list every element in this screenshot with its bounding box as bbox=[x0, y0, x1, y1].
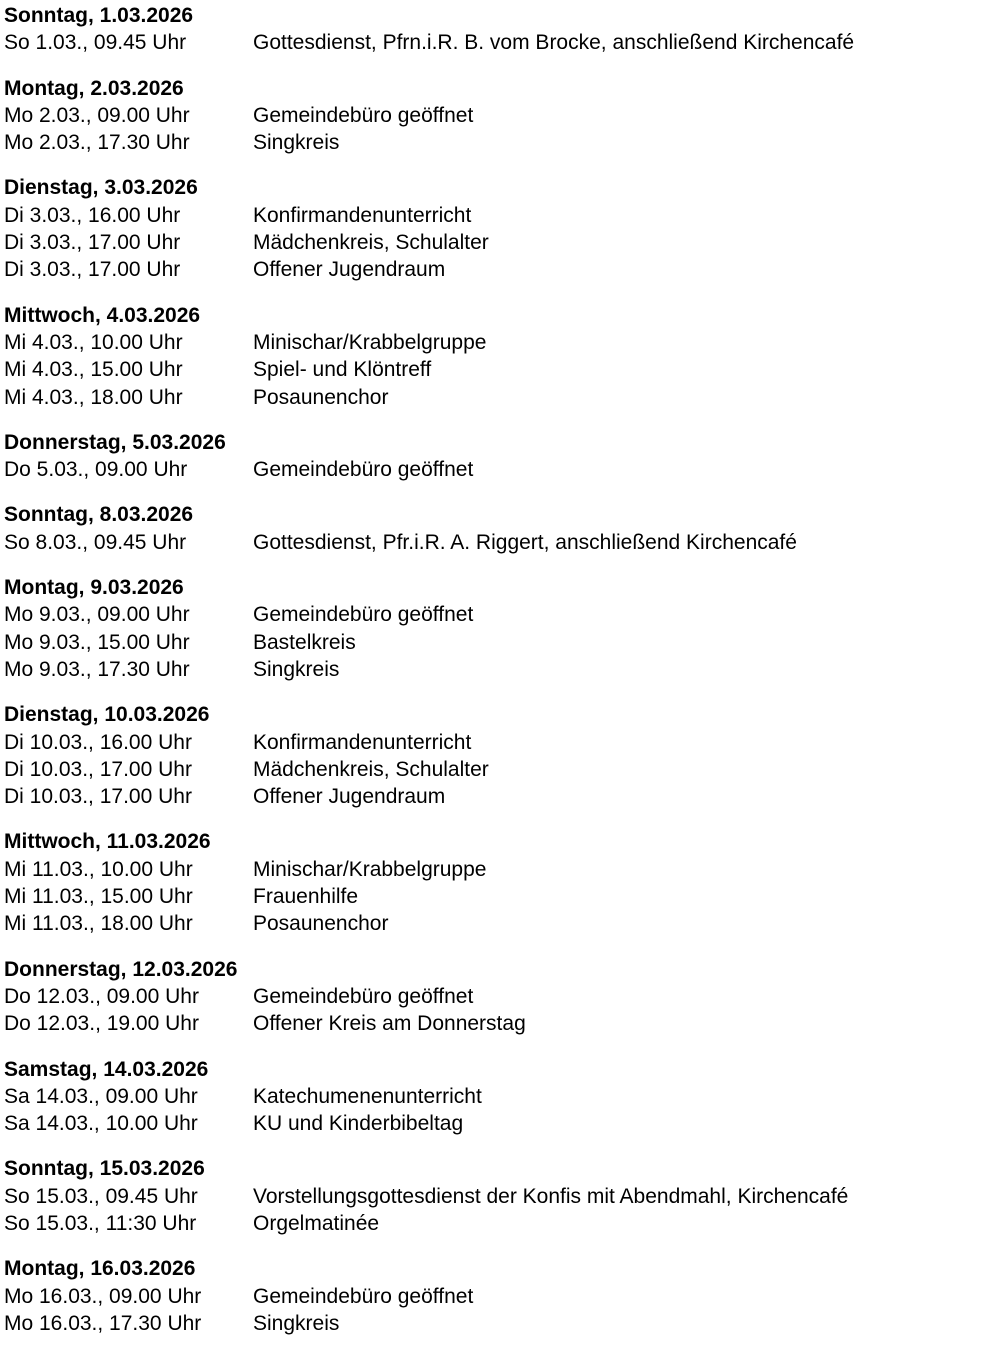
event-description: Posaunenchor bbox=[253, 385, 389, 409]
day-section-montag-2 bbox=[4, 75, 1000, 157]
event-description: Gottesdienst, Pfrn.i.R. B. vom Brocke, anschließend Kirchencafé bbox=[253, 31, 855, 55]
event-datetime: Di 3.03., 17.00 Uhr bbox=[4, 231, 181, 255]
event-description: Spiel- und Klöntreff bbox=[253, 358, 432, 382]
event-datetime: Do 5.03., 09.00 Uhr bbox=[4, 458, 188, 482]
day-section-donnerstag-12 bbox=[4, 956, 1000, 1038]
event-description: Vorstellungsgottesdienst der Konfis mit Abendmahl, Kirchencafé bbox=[253, 1184, 849, 1208]
event-datetime: Di 10.03., 17.00 Uhr bbox=[4, 785, 192, 809]
event-row bbox=[4, 983, 1000, 1010]
event-description: Posaunenchor bbox=[253, 912, 389, 936]
event-description: Minischar/Krabbelgruppe bbox=[253, 857, 487, 881]
event-row bbox=[4, 29, 1000, 56]
day-heading: Sonntag, 8.03.2026 bbox=[4, 503, 194, 527]
event-row bbox=[4, 1283, 1000, 1310]
day-section-mittwoch-11 bbox=[4, 828, 1000, 937]
day-section-montag-9 bbox=[4, 574, 1000, 683]
event-datetime: Sa 14.03., 10.00 Uhr bbox=[4, 1112, 198, 1136]
day-section-sonntag-15 bbox=[4, 1155, 1000, 1237]
event-datetime: Mi 4.03., 10.00 Uhr bbox=[4, 330, 183, 354]
event-row bbox=[4, 456, 1000, 483]
event-description: Mädchenkreis, Schulalter bbox=[253, 231, 489, 255]
event-description: Offener Kreis am Donnerstag bbox=[253, 1012, 526, 1036]
day-section-dienstag-10 bbox=[4, 701, 1000, 810]
event-row bbox=[4, 1110, 1000, 1137]
event-datetime: Mo 2.03., 17.30 Uhr bbox=[4, 131, 190, 155]
day-heading: Donnerstag, 5.03.2026 bbox=[4, 430, 226, 454]
event-datetime: Mi 11.03., 10.00 Uhr bbox=[4, 857, 193, 881]
event-datetime: Sa 14.03., 09.00 Uhr bbox=[4, 1084, 198, 1108]
day-section-montag-16 bbox=[4, 1255, 1000, 1337]
event-row bbox=[4, 229, 1000, 256]
event-description: Gottesdienst, Pfr.i.R. A. Riggert, anschließend Kirchencafé bbox=[253, 530, 797, 554]
event-description: Konfirmandenunterricht bbox=[253, 203, 472, 227]
day-section-sonntag-1 bbox=[4, 2, 1000, 57]
event-row bbox=[4, 329, 1000, 356]
day-heading: Montag, 2.03.2026 bbox=[4, 76, 184, 100]
event-description: Konfirmandenunterricht bbox=[253, 730, 472, 754]
day-heading: Samstag, 14.03.2026 bbox=[4, 1057, 209, 1081]
event-row bbox=[4, 384, 1000, 411]
event-description: Offener Jugendraum bbox=[253, 785, 446, 809]
event-datetime: Mi 11.03., 18.00 Uhr bbox=[4, 912, 193, 936]
event-datetime: Do 12.03., 19.00 Uhr bbox=[4, 1012, 199, 1036]
event-row bbox=[4, 656, 1000, 683]
day-heading: Dienstag, 10.03.2026 bbox=[4, 703, 210, 727]
event-description: Orgelmatinée bbox=[253, 1211, 380, 1235]
event-row bbox=[4, 729, 1000, 756]
day-heading: Mittwoch, 11.03.2026 bbox=[4, 830, 211, 854]
event-row bbox=[4, 756, 1000, 783]
day-heading: Sonntag, 1.03.2026 bbox=[4, 4, 194, 27]
event-row bbox=[4, 356, 1000, 383]
event-row bbox=[4, 883, 1000, 910]
event-description: Gemeindebüro geöffnet bbox=[253, 603, 474, 627]
day-section-samstag-14 bbox=[4, 1056, 1000, 1138]
event-row bbox=[4, 629, 1000, 656]
event-datetime: Di 3.03., 16.00 Uhr bbox=[4, 203, 181, 227]
event-datetime: So 15.03., 11:30 Uhr bbox=[4, 1211, 197, 1235]
event-description: Gemeindebüro geöffnet bbox=[253, 103, 474, 127]
day-heading: Mittwoch, 4.03.2026 bbox=[4, 303, 201, 327]
event-row bbox=[4, 783, 1000, 810]
day-heading: Sonntag, 15.03.2026 bbox=[4, 1157, 205, 1181]
event-datetime: Mo 2.03., 09.00 Uhr bbox=[4, 103, 190, 127]
event-datetime: Mo 9.03., 09.00 Uhr bbox=[4, 603, 190, 627]
day-heading: Dienstag, 3.03.2026 bbox=[4, 176, 198, 200]
event-row bbox=[4, 529, 1000, 556]
event-description: Minischar/Krabbelgruppe bbox=[253, 330, 487, 354]
event-datetime: Mo 9.03., 17.30 Uhr bbox=[4, 657, 190, 681]
event-datetime: Mi 4.03., 15.00 Uhr bbox=[4, 358, 183, 382]
event-description: Katechumenenunterricht bbox=[253, 1084, 482, 1108]
event-datetime: Di 10.03., 16.00 Uhr bbox=[4, 730, 192, 754]
event-description: Bastelkreis bbox=[253, 630, 356, 654]
event-datetime: So 15.03., 09.45 Uhr bbox=[4, 1184, 198, 1208]
event-row bbox=[4, 1083, 1000, 1110]
event-description: Mädchenkreis, Schulalter bbox=[253, 757, 489, 781]
event-row bbox=[4, 601, 1000, 628]
day-section-dienstag-3 bbox=[4, 174, 1000, 283]
event-datetime: Di 3.03., 17.00 Uhr bbox=[4, 258, 181, 282]
event-row bbox=[4, 910, 1000, 937]
event-datetime: Mi 4.03., 18.00 Uhr bbox=[4, 385, 183, 409]
event-datetime: Mi 11.03., 15.00 Uhr bbox=[4, 885, 193, 909]
event-datetime: Mo 16.03., 09.00 Uhr bbox=[4, 1284, 202, 1308]
event-datetime: Di 10.03., 17.00 Uhr bbox=[4, 757, 192, 781]
event-description: Frauenhilfe bbox=[253, 885, 359, 909]
event-description: Singkreis bbox=[253, 131, 340, 155]
event-row bbox=[4, 1210, 1000, 1237]
day-section-donnerstag-5 bbox=[4, 429, 1000, 484]
event-datetime: Do 12.03., 09.00 Uhr bbox=[4, 984, 199, 1008]
day-heading: Donnerstag, 12.03.2026 bbox=[4, 957, 238, 981]
event-row bbox=[4, 856, 1000, 883]
day-section-mittwoch-4 bbox=[4, 302, 1000, 411]
event-description: Offener Jugendraum bbox=[253, 258, 446, 282]
event-datetime: Mo 9.03., 15.00 Uhr bbox=[4, 630, 190, 654]
event-row bbox=[4, 256, 1000, 283]
event-row bbox=[4, 1183, 1000, 1210]
event-description: Singkreis bbox=[253, 657, 340, 681]
day-section-sonntag-8 bbox=[4, 501, 1000, 556]
event-description: Gemeindebüro geöffnet bbox=[253, 984, 474, 1008]
event-row bbox=[4, 1310, 1000, 1337]
event-description: Gemeindebüro geöffnet bbox=[253, 458, 474, 482]
event-description: Singkreis bbox=[253, 1311, 340, 1335]
event-row bbox=[4, 129, 1000, 156]
event-datetime: So 8.03., 09.45 Uhr bbox=[4, 530, 187, 554]
event-row bbox=[4, 102, 1000, 129]
event-row bbox=[4, 1010, 1000, 1037]
event-row bbox=[4, 202, 1000, 229]
event-datetime: Mo 16.03., 17.30 Uhr bbox=[4, 1311, 202, 1335]
event-description: Gemeindebüro geöffnet bbox=[253, 1284, 474, 1308]
event-datetime: So 1.03., 09.45 Uhr bbox=[4, 31, 187, 55]
event-description: KU und Kinderbibeltag bbox=[253, 1112, 464, 1136]
day-heading: Montag, 9.03.2026 bbox=[4, 576, 184, 600]
day-heading: Montag, 16.03.2026 bbox=[4, 1257, 196, 1281]
